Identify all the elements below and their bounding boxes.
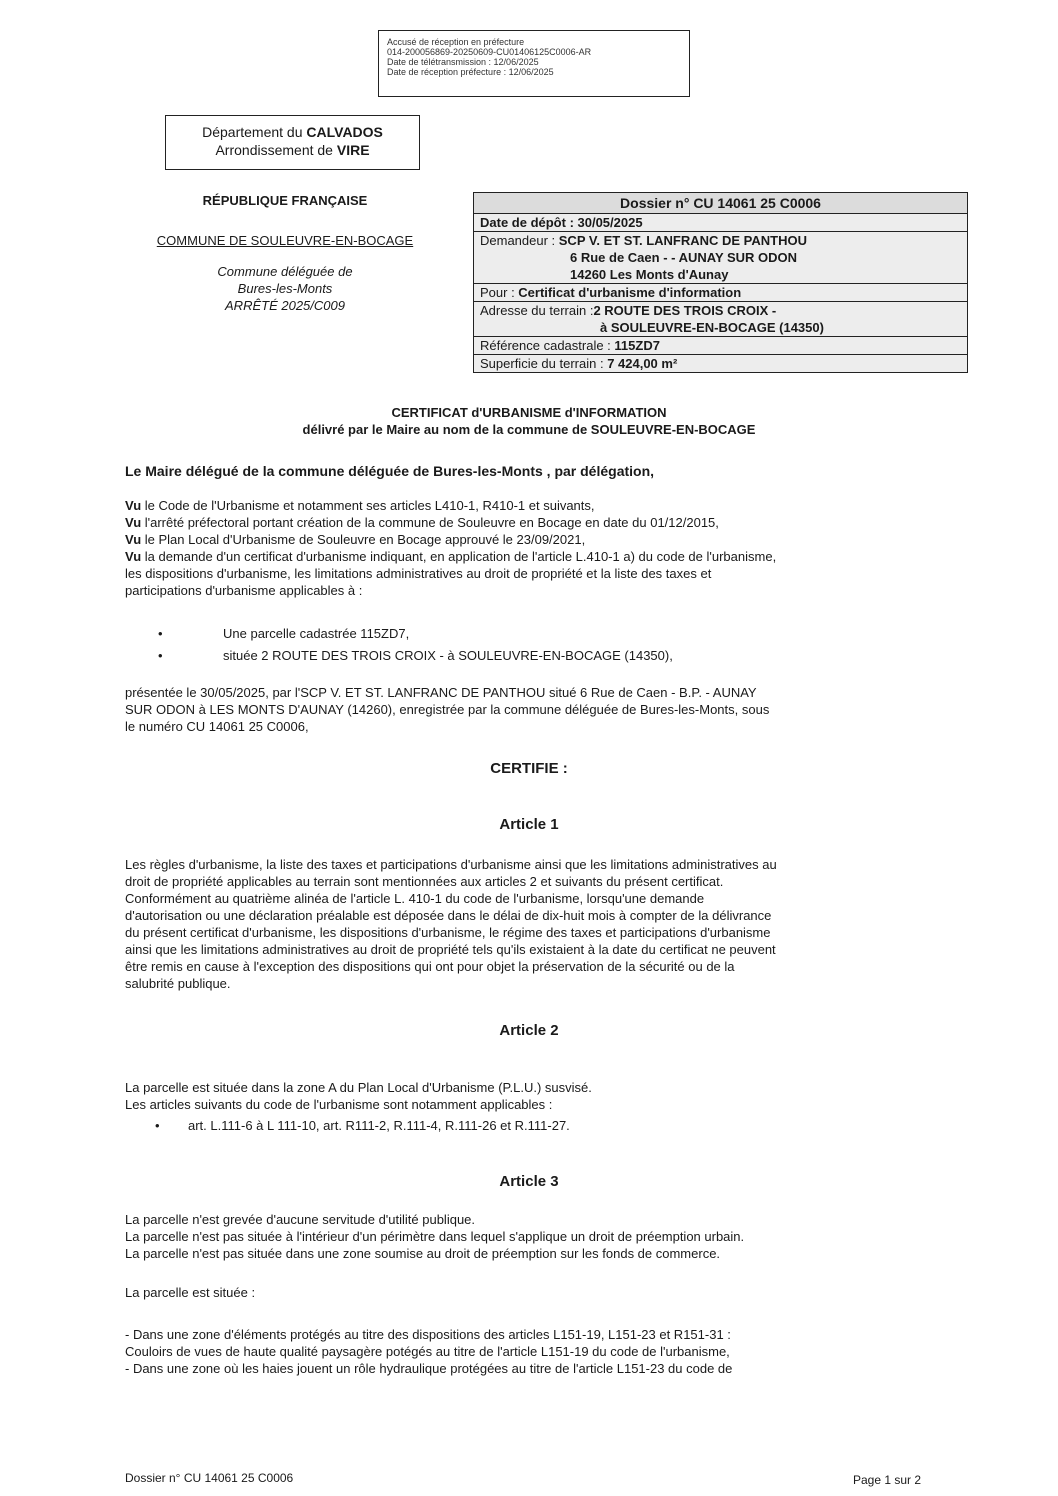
paragraph-line: La parcelle n'est pas située dans une zone soumise au droit de préemption sur les fonds de commerce.: [125, 1246, 721, 1261]
title-line-1: CERTIFICAT d'URBANISME d'INFORMATION: [391, 405, 667, 420]
arrondissement-name: VIRE: [336, 142, 370, 158]
stamp-line: Accusé de réception en préfecture: [387, 37, 525, 47]
pour-row: [474, 283, 967, 301]
article-3-locations: [125, 1326, 935, 1377]
delegated-line-2: Bures-les-Monts: [237, 281, 333, 296]
page-number: Page 1 sur 2: [853, 1473, 922, 1487]
certifie-heading: CERTIFIE :: [490, 760, 568, 777]
arrete-number: ARRÊTÉ 2025/C009: [225, 298, 345, 313]
paragraph-line: droit de propriété applicables au terrain sont mentionnées aux articles 2 et suivants du présent certificat.: [125, 874, 724, 889]
title-line-2: délivré par le Maire au nom de la commune de SOULEUVRE-EN-BOCAGE: [302, 422, 756, 437]
paragraph-line: - Dans une zone d'éléments protégés au titre des dispositions des articles L151-19, L151-23 et R151-31 :: [125, 1327, 731, 1342]
paragraph-line: Conformément au quatrième alinéa de l'article L. 410-1 du code de l'urbanisme, lorsqu'une demande: [125, 891, 705, 906]
demandeur-name: SCP V. ET ST. LANFRANC DE PANTHOU: [558, 233, 807, 248]
delegated-commune: [110, 263, 460, 314]
article-2-body: [125, 1079, 935, 1113]
article-1-body: [125, 856, 935, 992]
maire-statement: Le Maire délégué de la commune déléguée de Bures-les-Monts , par délégation,: [125, 463, 655, 479]
bullet-dot: •: [158, 648, 163, 663]
delegated-line-1: Commune déléguée de: [217, 264, 353, 279]
paragraph-line: d'autorisation ou une déclaration préalable est déposée dans le délai de dix-huit mois à compter de la délivrance: [125, 908, 772, 923]
bullet-dot: •: [155, 1118, 160, 1133]
arrondissement-prefix: Arrondissement de: [215, 142, 337, 158]
dossier-table: [473, 192, 968, 373]
paragraph-line: - Dans une zone où les haies jouent un rôle hydraulique protégées au titre de l'article L151-23 du code de: [125, 1361, 733, 1376]
paragraph-line: du présent certificat d'urbanisme, les dispositions d'urbanisme, le régime des taxes et participations d'urbanisme: [125, 925, 771, 940]
prefecture-receipt-stamp: [378, 30, 690, 97]
reference-value: 115ZD7: [614, 338, 660, 353]
paragraph-line: La parcelle est située dans la zone A du Plan Local d'Urbanisme (P.L.U.) susvisé.: [125, 1080, 592, 1095]
vu-line: [125, 548, 935, 565]
issuer-header: [110, 192, 460, 314]
document-title: [100, 404, 958, 438]
paragraph-line: Couloirs de vues de haute qualité paysagère potégés au titre de l'article L151-19 du code de l'urbanisme,: [125, 1344, 730, 1359]
vu-line: [125, 497, 935, 514]
date-depot-row: [474, 213, 967, 231]
adresse-line-1: 2 ROUTE DES TROIS CROIX -: [593, 303, 777, 318]
stamp-line: 014-200056869-20250609-CU01406125C0006-AR: [387, 47, 592, 57]
vu-line: [125, 531, 935, 548]
dossier-number: Dossier n° CU 14061 25 C0006: [474, 193, 967, 213]
adresse-label: Adresse du terrain :: [480, 303, 594, 318]
vu-text: l'arrêté préfectoral portant création de la commune de Souleuvre en Bocage en date du 01/12/2015,: [141, 515, 719, 530]
date-depot: Date de dépôt : 30/05/2025: [480, 215, 643, 230]
superficie-value: 7 424,00 m²: [607, 356, 678, 371]
vu-keyword: Vu: [125, 549, 142, 564]
bullet-dot: •: [158, 626, 163, 641]
article-2-bullet: art. L.111-6 à L 111-10, art. R111-2, R.111-4, R.111-26 et R.111-27.: [188, 1118, 570, 1133]
paragraph-line: La parcelle n'est grevée d'aucune servitude d'utilité publique.: [125, 1212, 476, 1227]
parcel-bullet-1: Une parcelle cadastrée 115ZD7,: [223, 626, 410, 641]
vu-keyword: Vu: [125, 515, 142, 530]
pour-label: Pour :: [480, 285, 519, 300]
reference-row: [474, 336, 967, 354]
demandeur-address-1: 6 Rue de Caen - - AUNAY SUR ODON: [570, 250, 798, 265]
arrondissement-line: [166, 141, 419, 159]
paragraph-line: Les règles d'urbanisme, la liste des taxes et participations d'urbanisme ainsi que les limitations administratives au: [125, 857, 777, 872]
demandeur-label: Demandeur :: [480, 233, 559, 248]
commune-label: COMMUNE DE SOULEUVRE-EN-BOCAGE: [156, 233, 414, 248]
superficie-label: Superficie du terrain :: [480, 356, 608, 371]
department-box: [165, 115, 420, 170]
article-2-heading: Article 2: [499, 1022, 559, 1039]
vu-text: le Code de l'Urbanisme et notamment ses articles L410-1, R410-1 et suivants,: [141, 498, 595, 513]
vu-line: [125, 514, 935, 531]
article-3-heading: Article 3: [499, 1173, 559, 1190]
paragraph-line: le numéro CU 14061 25 C0006,: [125, 719, 309, 734]
department-line: [166, 123, 419, 141]
footer-dossier-number: Dossier n° CU 14061 25 C0006: [125, 1471, 294, 1485]
vu-text: les dispositions d'urbanisme, les limitations administratives au droit de propriété et la liste des taxes et: [125, 566, 712, 581]
republic-label: RÉPUBLIQUE FRANÇAISE: [202, 193, 368, 208]
paragraph-line: ainsi que les limitations administratives au droit de propriété tels qu'ils existaient à la date du certificat ne peuvent: [125, 942, 776, 957]
article-3-body: [125, 1211, 935, 1262]
vu-text: participations d'urbanisme applicables à :: [125, 583, 363, 598]
paragraph-line: être remis en cause à l'exception des dispositions qui ont pour objet la préservation de la sécurité ou de la: [125, 959, 735, 974]
vu-keyword: Vu: [125, 532, 142, 547]
stamp-line: Date de télétransmission : 12/06/2025: [387, 57, 539, 67]
paragraph-line: Les articles suivants du code de l'urbanisme sont notamment applicables :: [125, 1097, 553, 1112]
presentee-paragraph: [125, 684, 935, 735]
pour-value: Certificat d'urbanisme d'information: [518, 285, 742, 300]
paragraph-line: SUR ODON à LES MONTS D'AUNAY (14260), enregistrée par la commune déléguée de Bures-les-Monts, sous: [125, 702, 770, 717]
article-1-heading: Article 1: [499, 816, 559, 833]
vu-text: la demande d'un certificat d'urbanisme indiquant, en application de l'article L.410-1 a) du code de l'urbanisme,: [141, 549, 777, 564]
list-item: [158, 647, 858, 664]
stamp-line: Date de réception préfecture : 12/06/2025: [387, 67, 554, 77]
paragraph-line: La parcelle n'est pas située à l'intérieur d'un périmètre dans lequel s'applique un droit de préemption urbain.: [125, 1229, 745, 1244]
vu-section: [125, 497, 935, 599]
paragraph-line: salubrité publique.: [125, 976, 231, 991]
vu-text: le Plan Local d'Urbanisme de Souleuvre en Bocage approuvé le 23/09/2021,: [141, 532, 586, 547]
demandeur-address-2: 14260 Les Monts d'Aunay: [570, 267, 729, 282]
vu-keyword: Vu: [125, 498, 142, 513]
list-item: [158, 625, 858, 642]
list-item: [155, 1117, 855, 1134]
article-3-location-intro: La parcelle est située :: [125, 1285, 256, 1300]
parcel-bullet-2: située 2 ROUTE DES TROIS CROIX - à SOULEUVRE-EN-BOCAGE (14350),: [223, 648, 673, 663]
department-name: CALVADOS: [306, 124, 383, 140]
superficie-row: [474, 354, 967, 372]
reference-label: Référence cadastrale :: [480, 338, 615, 353]
adresse-line-2: à SOULEUVRE-EN-BOCAGE (14350): [600, 320, 824, 335]
paragraph-line: présentée le 30/05/2025, par l'SCP V. ET ST. LANFRANC DE PANTHOU situé 6 Rue de Caen - B.P. - AUNAY: [125, 685, 757, 700]
adresse-row: [474, 301, 967, 336]
demandeur-row: [474, 231, 967, 283]
department-prefix: Département du: [202, 124, 307, 140]
